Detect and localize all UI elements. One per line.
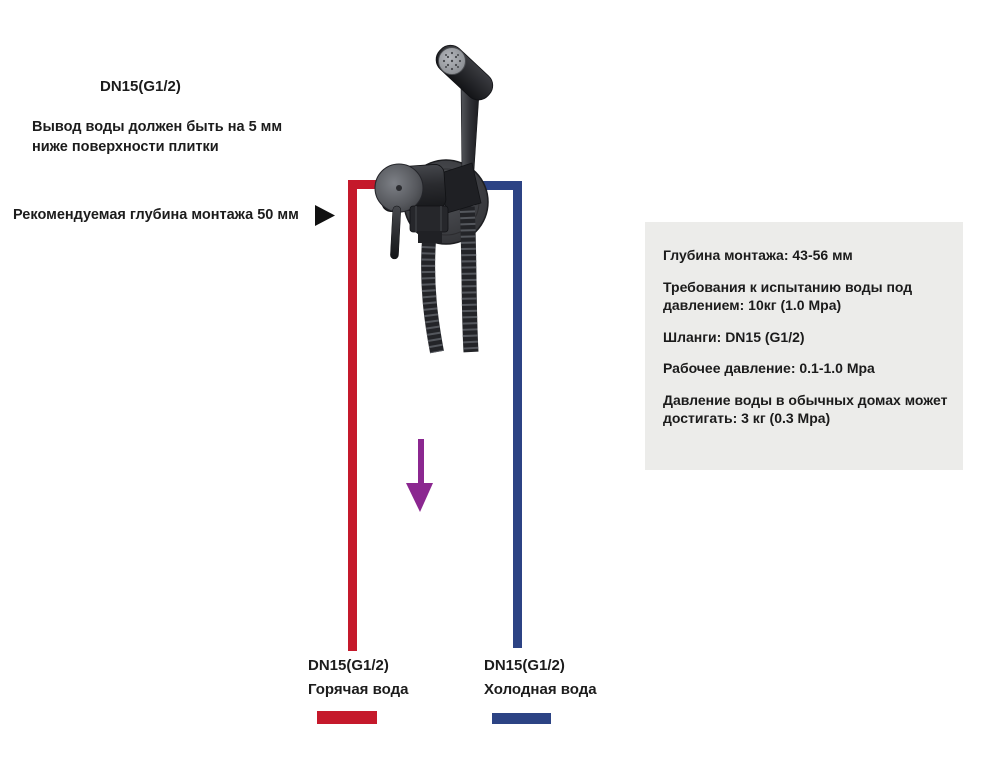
spec-item-test-pressure: Требования к испытанию воды под давлением: 10кг (1.0 Mpa) (663, 278, 913, 313)
cold-port-label: DN15(G1/2) (484, 657, 565, 674)
lever-rod (390, 206, 401, 259)
valve-cap-screw (396, 185, 402, 191)
hot-port-label: DN15(G1/2) (308, 657, 389, 674)
spec-item-home-pressure: Давление воды в обычных домах может достигать: 3 кг (0.3 Mpa) (663, 391, 948, 426)
lever-handle (390, 206, 401, 259)
hot-pipe-vertical (348, 180, 357, 651)
cold-water-pipe (468, 181, 522, 648)
arrow-shaft (418, 439, 424, 487)
hot-water-legend (308, 657, 408, 698)
spec-box (645, 222, 963, 470)
arrow-head (406, 483, 433, 512)
flow-direction-arrow-icon (406, 439, 433, 512)
outlet-note-line1: Вывод воды должен быть на 5 мм (32, 119, 283, 135)
cold-water-label: Холодная вода (484, 681, 597, 698)
cold-water-swatch (492, 713, 551, 724)
cold-pipe-vertical (513, 181, 522, 648)
faucet-product-illustration (375, 40, 498, 352)
hot-water-swatch (317, 711, 377, 724)
spec-item-mount-depth: Глубина монтажа: 43-56 мм (663, 247, 853, 263)
cold-water-legend (484, 657, 597, 698)
hot-water-label: Горячая вода (308, 681, 409, 698)
outlet-note-line2: ниже поверхности плитки (32, 139, 219, 155)
nut-connector (418, 231, 442, 243)
spec-item-work-pressure: Рабочее давление: 0.1-1.0 Mpa (663, 360, 875, 376)
depth-pointer-icon (315, 205, 335, 226)
spec-item-hoses: Шланги: DN15 (G1/2) (663, 328, 805, 345)
depth-label: Рекомендуемая глубина монтажа 50 мм (13, 207, 299, 223)
top-port-label: DN15(G1/2) (100, 78, 181, 95)
